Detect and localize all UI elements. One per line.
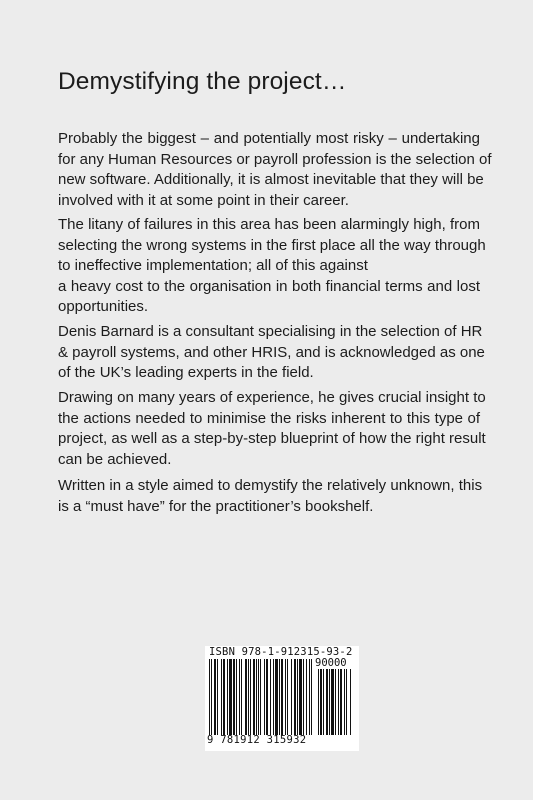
paragraph-line: the actions needed to minimise the risks inherent to this type of: [58, 409, 480, 427]
barcode-bars-icon: [209, 659, 312, 735]
paragraph-author: [58, 322, 485, 384]
paragraph-line: The litany of failures in this area has been alarmingly high, from: [58, 216, 480, 233]
paragraph-line: a heavy cost to the organisation in both financial terms and lost: [58, 277, 480, 295]
paragraph-line: new software. Additionally, it is almost inevitable that they will be: [58, 171, 484, 189]
isbn-barcode: [205, 646, 359, 751]
paragraph-line: for any Human Resources or payroll profession is the selection of: [58, 150, 492, 168]
barcode-addon-bars-icon: [318, 669, 357, 735]
paragraph-line: to ineffective implementation; all of this against: [58, 257, 368, 275]
paragraph-line: Written in a style aimed to demystify the relatively unknown, this: [58, 477, 483, 494]
paragraph-line: Drawing on many years of experience, he gives crucial insight to: [58, 389, 486, 406]
cover-heading: Demystifying the project…: [58, 68, 347, 95]
paragraph-line: Denis Barnard is a consultant specialising in the selection of HR: [58, 323, 483, 340]
paragraph-style: [58, 476, 483, 517]
isbn-label: ISBN 978-1-912315-93-2: [209, 646, 353, 658]
paragraph-line: involved with it at some point in their career.: [58, 191, 349, 209]
paragraph-line: Probably the biggest – and potentially most risky – undertaking: [58, 130, 480, 147]
paragraph-line: project, as well as a step-by-step blueprint of how the right result: [58, 430, 486, 448]
paragraph-failures: [58, 215, 486, 318]
price-code: 90000: [315, 657, 347, 669]
paragraph-intro: [58, 129, 492, 211]
paragraph-line: can be achieved.: [58, 450, 172, 468]
paragraph-line: of the UK’s leading experts in the field.: [58, 364, 314, 382]
paragraph-line: & payroll systems, and other HRIS, and is acknowledged as one: [58, 343, 485, 361]
ean-digits: 9 781912 315932: [207, 734, 307, 746]
paragraph-experience: [58, 388, 486, 470]
paragraph-line: selecting the wrong systems in the first place all the way through: [58, 236, 486, 254]
paragraph-line: opportunities.: [58, 298, 149, 316]
paragraph-line: is a “must have” for the practitioner’s bookshelf.: [58, 497, 374, 515]
